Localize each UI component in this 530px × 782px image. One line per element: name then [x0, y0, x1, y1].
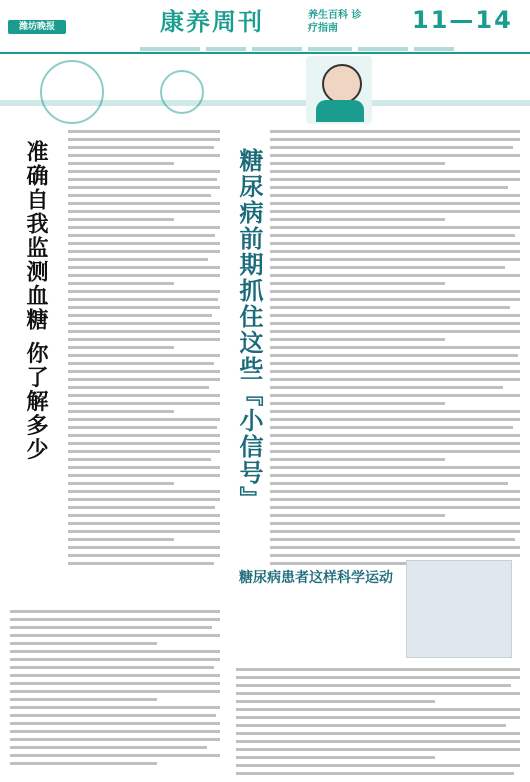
- article-column-4: [236, 668, 520, 780]
- avatar-head: [322, 64, 362, 104]
- headline-exercise: 糖尿病患者这样科学运动: [239, 570, 393, 586]
- masthead: [0, 0, 530, 54]
- brand-logo: [8, 20, 66, 34]
- headline-prediabetes: 糖尿病前期抓住这些『小信号』: [235, 148, 263, 512]
- brand-name: 潍坊晚报: [18, 22, 55, 32]
- decor-circle: [40, 60, 104, 124]
- article-column-1: [68, 130, 220, 570]
- exercise-photo: [406, 560, 512, 658]
- article-column-2: [270, 130, 520, 570]
- article-column-3: [10, 610, 220, 770]
- columnist-illustration: [306, 56, 372, 124]
- page-number: 11—14: [412, 6, 513, 34]
- avatar-body: [316, 100, 364, 122]
- byline-strip: [140, 38, 520, 48]
- headline-blood-glucose: 准确自我监测血糖 你了解多少: [23, 140, 48, 462]
- section-title: 康养周刊: [160, 8, 264, 36]
- section-subtitle: 养生百科 诊疗指南: [308, 10, 362, 34]
- decor-circle: [160, 70, 204, 114]
